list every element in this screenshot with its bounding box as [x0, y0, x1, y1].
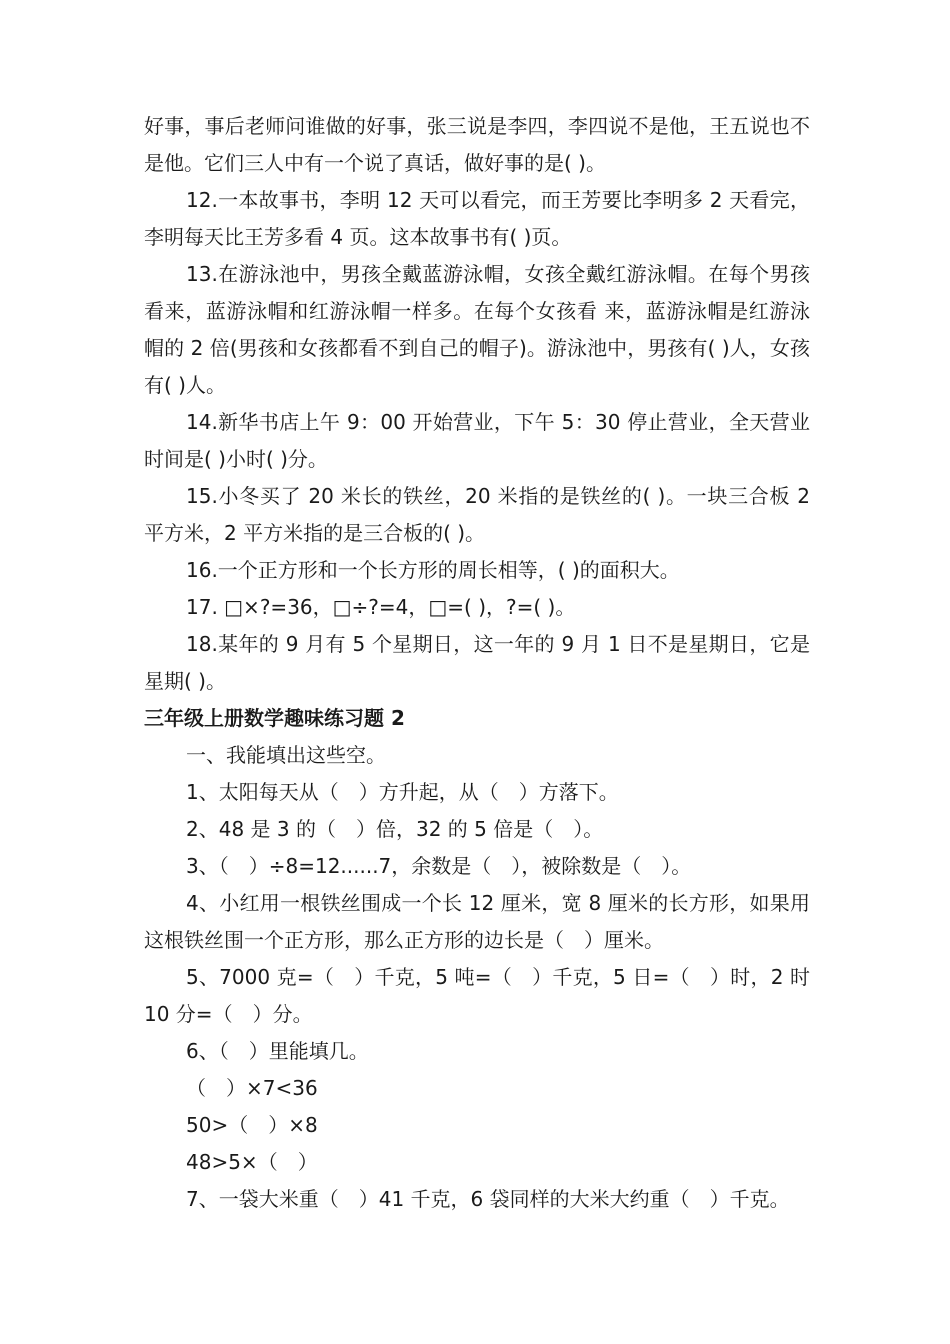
item-6-expr-2: 50>（ ）×8 [186, 1113, 318, 1137]
item-6-expr-3: 48>5×（ ） [186, 1150, 318, 1174]
item-7: 7、一袋大米重（ ）41 千克，6 袋同样的大米大约重（ ）千克。 [186, 1187, 790, 1211]
item-1: 1、太阳每天从（ ）方升起，从（ ）方落下。 [186, 780, 619, 804]
question-12: 12.一本故事书，李明 12 天可以看完，而王芳要比李明多 2 天看完，李明每天比王芳多看 4 页。这本故事书有( )页。 [144, 188, 810, 249]
question-13: 13.在游泳池中，男孩全戴蓝游泳帽，女孩全戴红游泳帽。在每个男孩看来，蓝游泳帽和红游泳帽一样多。在每个女孩看 来，蓝游泳帽是红游泳帽的 2 倍(男孩和女孩都看不到自己的帽子)。游泳池中，男孩有( )人，女孩有( )人。 [144, 262, 810, 397]
document-page [144, 108, 810, 1218]
question-15: 15.小冬买了 20 米长的铁丝，20 米指的是铁丝的( )。一块三合板 2 平方米，2 平方米指的是三合板的( )。 [144, 484, 810, 545]
question-17: 17. □×?=36，□÷?=4，□=( )，?=( )。 [186, 595, 576, 619]
question-18: 18.某年的 9 月有 5 个星期日，这一年的 9 月 1 日不是星期日，它是星期( )。 [144, 632, 810, 693]
item-6-expr-1: （ ）×7<36 [186, 1076, 318, 1100]
item-2: 2、48 是 3 的（ ）倍，32 的 5 倍是（ ）。 [186, 817, 604, 841]
item-6: 6、（ ）里能填几。 [186, 1039, 369, 1063]
section-title: 三年级上册数学趣味练习题 2 [144, 706, 405, 730]
item-4: 4、小红用一根铁丝围成一个长 12 厘米，宽 8 厘米的长方形，如果用这根铁丝围一个正方形，那么正方形的边长是（ ）厘米。 [144, 891, 810, 952]
question-16: 16.一个正方形和一个长方形的周长相等，( )的面积大。 [186, 558, 680, 582]
question-14: 14.新华书店上午 9：00 开始营业，下午 5：30 停止营业，全天营业时间是( )小时( )分。 [144, 410, 810, 471]
item-5: 5、7000 克=（ ）千克，5 吨=（ ）千克，5 日=（ ）时，2 时 10 分=（ ）分。 [144, 965, 810, 1026]
section-intro: 一、我能填出这些空。 [186, 743, 386, 767]
item-3: 3、（ ）÷8=12......7，余数是（ ），被除数是（ ）。 [186, 854, 692, 878]
paragraph-continuation: 好事，事后老师问谁做的好事，张三说是李四，李四说不是他，王五说也不是他。它们三人中有一个说了真话，做好事的是( )。 [144, 114, 810, 175]
